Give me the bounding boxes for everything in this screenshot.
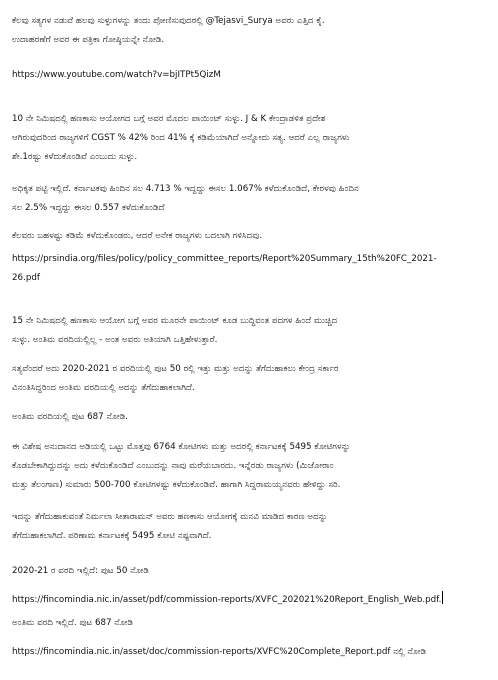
report-2020-21-paragraph: [12, 562, 490, 581]
text-line: ಸುಳ್ಳು. ಅಂತಿಮ ವರದಿಯಲ್ಲಿಲ್ಲ - ಅಂತ ಅವರು ಅತಿಯಾಗಿ ಒತ್ತಿಹೇಳುತ್ತಾರೆ.: [12, 335, 218, 345]
text-line: ಅಧಿಕೃತ ಪಟ್ಟಿ ಇಲ್ಲಿದೆ. ಕರ್ನಾಟಕವು ಹಿಂದಿನ ಸಲ 4.713 % ಇದ್ದದ್ದು ಈಸಲ 1.067% ಕಳೆದುಕೊಂಡಿದೆ, ಕೇರಳವು ಹಿಂದಿನ: [12, 184, 359, 194]
text-cursor: [442, 591, 443, 604]
youtube-link[interactable]: https://www.youtube.com/watch?v=bjITPt5QizM: [12, 70, 221, 80]
text-line: ಸತ್ಯವೆಂದರೆ ಅದು 2020-2021 ರ ವರದಿಯಲ್ಲಿ ಪುಟ 50 ರಲ್ಲಿ ಇತ್ತು ಮತ್ತು ಅದನ್ನು ತೆಗೆದುಹಾಕಲು ಕೇಂದ್ರ ಸರ್ಕಾರ: [12, 364, 339, 374]
text-line: ಕೆಲವು ಸತ್ಯಗಳ ನಡುವೆ ಹಲವು ಸುಳ್ಳುಗಳನ್ನು ತಂದು ಪೋಣಿಸುವುದರಲ್ಲಿ @Tejasvi_Surya ಅವರು ಎತ್ತಿದ ಕೈ.: [12, 16, 325, 26]
text-line: ಇದನ್ನು ತೆಗೆದುಹಾಕುವಂತೆ ನಿರ್ಮಲಾ ಸೀತಾರಾಮನ್ ಅವರು ಹಣಕಾಸು ಆಯೋಗಕ್ಕೆ ಮನವಿ ಮಾಡಿದ ಕಾರಣ ಅದನ್ನು: [12, 512, 328, 522]
text-line: 15 ನೇ ನಿಮಿಷದಲ್ಲಿ ಹಣಕಾಸು ಆಯೋಗ ಬಗ್ಗೆ ಅವರ ಮೂರನೇ ಪಾಯಿಂಟ್ ಕೂಡ ಬುದ್ಧಿವಂತ ಪದಗಳ ಹಿಂದೆ ಮುಚ್ಚಿದ: [12, 316, 338, 326]
text-line: ಈ ವಿಶೇಷ ಅನುದಾನದ ಅಡಿಯಲ್ಲಿ ಒಟ್ಟು ಮೊತ್ತವು 6764 ಕೋಟಿಗಳು ಮತ್ತು ಅದರಲ್ಲಿ ಕರ್ನಾಟಕಕ್ಕೆ 5495 ಕೋಟಿಗಳನ್ನು: [12, 442, 351, 452]
special-grant-paragraph: [12, 438, 490, 495]
removal-paragraph: [12, 508, 490, 546]
text-line: 2020-21 ರ ವರದಿ ಇಲ್ಲಿದೆ: ಪುಟ 50 ನೋಡಿ: [12, 566, 149, 576]
truth-paragraph: [12, 360, 490, 398]
text-line: 10 ನೇ ನಿಮಿಷದಲ್ಲಿ ಹಣಕಾಸು ಆಯೋಗದ ಬಗ್ಗೆ ಅವರ ಮೊದಲ ಪಾಯಿಂಟ್ ಸುಳ್ಳು. J & K ಕೇಂದ್ರಾಡಳಿತ ಪ್ರದೇಶ: [12, 114, 326, 124]
text-line: ಅಂತಿಮ ವರದಿ ಇಲ್ಲಿದೆ. ಪುಟ 687 ನೋಡಿ: [12, 618, 133, 628]
text-line: ಉದಾಹರಣೆಗೆ ಅವರ ಈ ಪತ್ರಿಕಾ ಗೋಷ್ಠಿಯನ್ನೇ ನೋಡಿ.: [12, 35, 165, 45]
text-line: ತೆಗೆದುಹಾಕಲಾಗಿದೆ. ಪರಿಣಾಮ ಕರ್ನಾಟಕಕ್ಕೆ 5495 ಕೋಟಿ ನಷ್ಟವಾಗಿದೆ.: [12, 531, 212, 541]
fincom-2020-21-link-paragraph: [12, 591, 490, 610]
official-list-paragraph: [12, 180, 490, 218]
first-point-paragraph: [12, 110, 490, 167]
text-line: ಅಂತಿಮ ವರದಿಯಲ್ಲಿ ಪುಟ 687 ನೋಡಿ.: [12, 412, 128, 422]
text-line: ಮತ್ತು ತೆಲಂಗಾಣ) ಸುಮಾರು 500-700 ಕೋಟಿಗಳಷ್ಟು ಕಳೆದುಕೊಂಡಿವೆ. ಹಾಗಾಗಿ ಸಿದ್ದರಾಮಯ್ಯನವರು ಹೇಳಿದ್ದು ಸರಿ.: [12, 480, 341, 490]
text-line: ವಿನಂತಿಸಿದ್ದರಿಂದ ಅಂತಿಮ ವರದಿಯಲ್ಲಿ ಅದನ್ನು ತೆಗೆದುಹಾಕಲಾಗಿದೆ.: [12, 383, 195, 393]
text-line: ಕೆಲವರು ಬಹಳಷ್ಟು ಕಡಿಮೆ ಕಳೆದುಕೊಂಡರು, ಆದರೆ ಅನೇಕ ರಾಜ್ಯಗಳು ಬದಲಾಗಿ ಗಳಿಸಿದವು.: [12, 231, 263, 241]
prs-report-link[interactable]: https://prsindia.org/files/policy/policy_committee_reports/Report%20Summary_15th%20FC_2021-: [12, 254, 437, 264]
final-report-here-paragraph: [12, 614, 490, 633]
text-line: ಕೊಡಬೇಕಾಗಿದ್ದುದನ್ನು ಅದು ಕಳೆದುಕೊಂಡಿದೆ ಎಂಬುದನ್ನು ನಾವು ಮರೆಯಬಾರದು. ಇನ್ನೆರಡು ರಾಜ್ಯಗಳು (ಮಿಜೋರಾಂ: [12, 461, 334, 471]
text-line: ಆಗಿರುವುದರಿಂದ ರಾಜ್ಯಗಳಿಗೆ CGST % 42% ರಿಂದ 41% ಕ್ಕೆ ಕಡಿಮೆಯಾಗಿದೆ ಅನ್ನೋದು ಸತ್ಯ. ಆದರೆ ಎಲ್ಲ ರಾಜ್ಯಗಳು: [12, 133, 350, 143]
text-line: ಶೇ.1ರಷ್ಟು ಕಳೆದುಕೊಂಡಿವೆ ಎಂಬುದು ಸುಳ್ಳು.: [12, 152, 138, 162]
text-line: ಸಲ 2.5% ಇದ್ದದ್ದು ಈಸಲ 0.557 ಕಳೆದುಕೊಂಡಿದೆ: [12, 203, 165, 213]
states-gained-paragraph: [12, 227, 490, 246]
fincom-final-link-paragraph: [12, 643, 490, 662]
third-point-paragraph: [12, 312, 490, 350]
fincom-final-report-link[interactable]: https://fincomindia.nic.in/asset/doc/commission-reports/XVFC%20Complete_Report.pdf ನಲ್ಲಿ ನೋಡಿ: [12, 647, 427, 657]
final-report-page-paragraph: [12, 408, 490, 427]
prs-report-link-continued[interactable]: 26.pdf: [12, 273, 40, 283]
fincom-2020-21-report-link[interactable]: https://fincomindia.nic.in/asset/pdf/commission-reports/XVFC_202021%20Report_English_Web.pdf.: [12, 591, 490, 610]
intro-paragraph: [12, 12, 490, 50]
prs-link-paragraph: [12, 250, 490, 288]
youtube-link-paragraph: [12, 66, 490, 85]
